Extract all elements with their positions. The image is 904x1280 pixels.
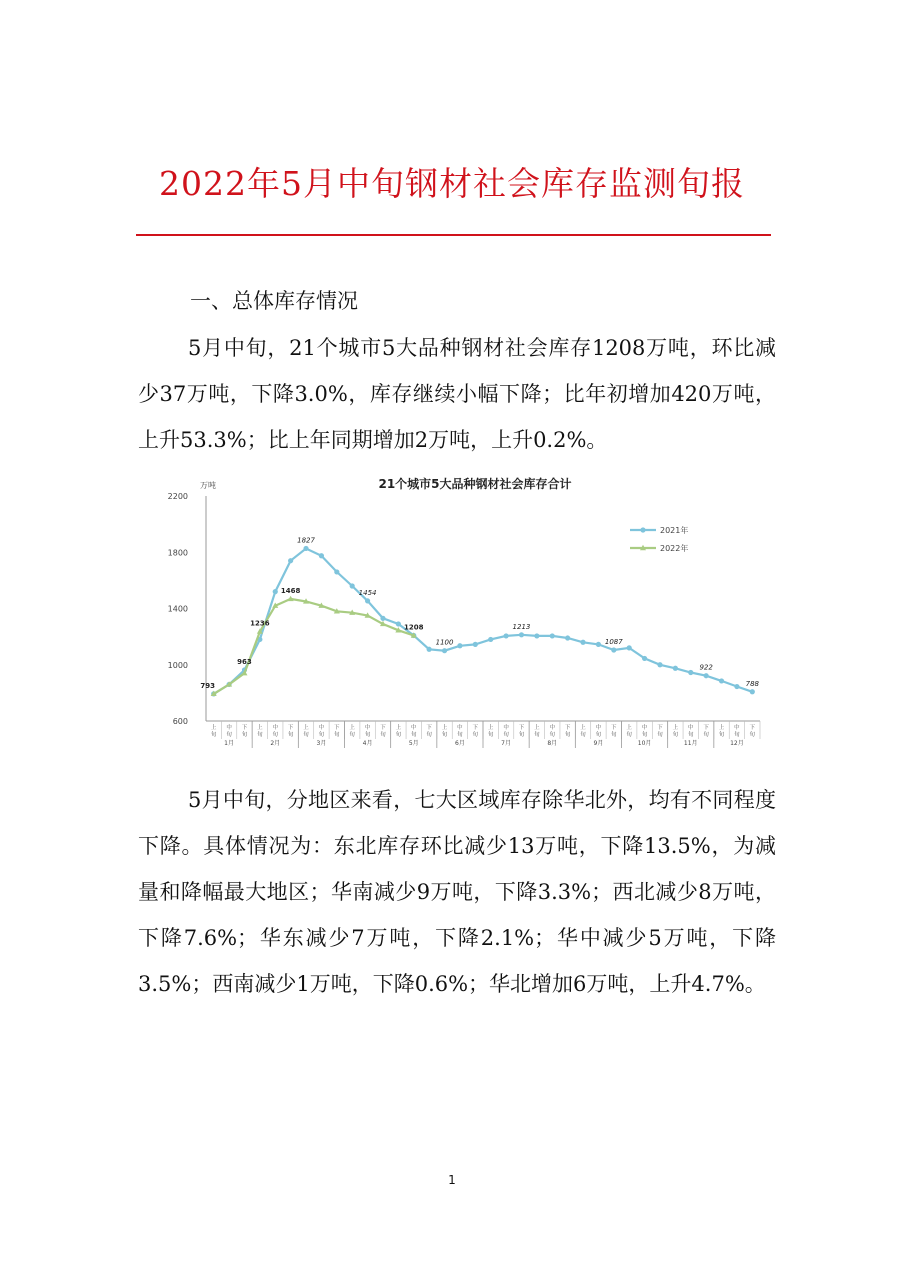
x-tick-label-bottom: 旬 <box>534 732 540 738</box>
x-tick-label-top: 下 <box>334 725 340 731</box>
x-month-label: 11月 <box>683 740 698 747</box>
x-tick-label-top: 下 <box>611 725 617 731</box>
data-point-2021 <box>611 647 616 652</box>
data-point-2021 <box>688 670 693 675</box>
y-axis-label: 万吨 <box>200 481 216 490</box>
x-tick-label-top: 上 <box>395 725 402 731</box>
x-tick-label-bottom: 旬 <box>349 732 355 738</box>
data-point-2021 <box>442 648 447 653</box>
data-label: 1100 <box>435 638 454 647</box>
x-month-label: 3月 <box>316 740 327 747</box>
data-label: 1468 <box>280 586 301 595</box>
x-tick-label-bottom: 旬 <box>703 732 709 738</box>
data-point-2021 <box>303 546 308 551</box>
summary-paragraph: 5月中旬，21个城市5大品种钢材社会库存1208万吨，环比减少37万吨，下降3.0%，库存继续小幅下降；比年初增加420万吨，上升53.3%；比上年同期增加2万吨，上升0.2%。 <box>138 336 776 452</box>
x-tick-label-bottom: 旬 <box>611 732 617 738</box>
x-month-label: 7月 <box>501 740 511 747</box>
data-point-2021 <box>519 632 524 637</box>
x-tick-label-top: 上 <box>210 725 217 731</box>
data-point-2021 <box>365 598 370 603</box>
data-label: 1236 <box>250 619 270 628</box>
legend-2022-label: 2022年 <box>660 544 689 553</box>
x-month-label: 9月 <box>593 740 604 747</box>
regional-paragraph: 5月中旬，分地区来看，七大区域库存除华北外，均有不同程度下降。具体情况为：东北库存环比减少13万吨，下降13.5%，为减量和降幅最大地区；华南减少9万吨，下降3.3%；西北减少8万吨，下降7.6%；华东减少7万吨，下降2.1%；华中减少5万吨，下降3.5%；西南减少1万吨，下降0.6%；华北增加6万吨，上升4.7%。 <box>138 788 776 996</box>
data-point-2021 <box>350 583 355 588</box>
x-tick-label-top: 下 <box>287 725 294 731</box>
x-month-label: 12月 <box>730 740 744 747</box>
x-tick-label-top: 上 <box>580 725 586 731</box>
x-tick-label-bottom: 旬 <box>472 732 479 738</box>
x-month-label: 4月 <box>362 740 373 747</box>
data-point-2021 <box>580 640 585 645</box>
x-tick-label-bottom: 旬 <box>718 732 725 738</box>
data-point-2021 <box>488 637 493 642</box>
x-tick-label-top: 下 <box>564 725 571 731</box>
x-tick-label-bottom: 旬 <box>749 732 756 738</box>
data-label: 922 <box>699 663 713 672</box>
data-label: 963 <box>237 657 252 666</box>
data-label: 1087 <box>604 637 623 646</box>
x-tick-label-bottom: 旬 <box>580 732 586 738</box>
x-tick-label-bottom: 旬 <box>410 732 417 738</box>
x-tick-label-top: 下 <box>241 725 248 731</box>
x-tick-label-top: 中 <box>457 725 463 731</box>
data-label: 1454 <box>358 588 377 597</box>
page-number: 1 <box>448 1173 456 1187</box>
x-tick-label-top: 中 <box>687 725 694 731</box>
legend-2021-marker <box>640 527 645 532</box>
data-point-2021 <box>319 553 324 558</box>
data-point-2021 <box>596 642 601 647</box>
x-month-label: 10月 <box>637 740 652 747</box>
data-label: 1208 <box>404 623 424 632</box>
x-tick-label-bottom: 旬 <box>395 732 402 738</box>
data-point-2021 <box>503 633 508 638</box>
data-label: 1827 <box>297 536 315 545</box>
data-point-2021 <box>396 621 401 626</box>
data-point-2021 <box>534 633 539 638</box>
x-tick-label-bottom: 旬 <box>564 732 571 738</box>
x-tick-label-bottom: 旬 <box>364 732 371 738</box>
data-label: 1213 <box>512 622 531 631</box>
x-tick-label-top: 上 <box>487 725 494 731</box>
x-tick-label-top: 中 <box>226 725 232 731</box>
x-tick-label-bottom: 旬 <box>641 732 648 738</box>
x-month-label: 5月 <box>408 740 419 747</box>
x-tick-label-bottom: 旬 <box>657 732 663 738</box>
data-point-2021 <box>657 662 662 667</box>
data-point-2021 <box>734 684 739 689</box>
x-tick-label-top: 上 <box>672 725 679 731</box>
section-heading: 一、总体库存情况 <box>190 289 358 313</box>
x-month-label: 1月 <box>224 740 234 747</box>
x-tick-label-bottom: 旬 <box>672 732 679 738</box>
x-tick-label-top: 中 <box>641 725 648 731</box>
data-label: 788 <box>745 679 759 688</box>
y-tick-label: 1000 <box>167 660 188 670</box>
x-tick-label-top: 下 <box>703 725 709 731</box>
x-tick-label-bottom: 旬 <box>241 732 248 738</box>
x-tick-label-bottom: 旬 <box>626 732 632 738</box>
series-line-2021 <box>214 549 753 694</box>
x-tick-label-bottom: 旬 <box>487 732 494 738</box>
x-tick-label-bottom: 旬 <box>318 732 325 738</box>
x-tick-label-bottom: 旬 <box>441 732 448 738</box>
x-tick-label-top: 下 <box>380 725 386 731</box>
x-tick-label-bottom: 旬 <box>210 732 217 738</box>
x-month-label: 6月 <box>455 740 465 747</box>
y-tick-label: 1400 <box>167 604 188 614</box>
data-point-2021 <box>704 673 709 678</box>
x-tick-label-top: 中 <box>734 725 740 731</box>
data-point-2021 <box>627 645 632 650</box>
x-tick-label-top: 中 <box>272 725 279 731</box>
x-tick-label-bottom: 旬 <box>303 732 309 738</box>
data-point-2021 <box>673 666 678 671</box>
x-tick-label-top: 上 <box>534 725 540 731</box>
inventory-chart-svg <box>160 468 770 758</box>
x-tick-label-bottom: 旬 <box>226 732 232 738</box>
x-tick-label-top: 中 <box>503 725 509 731</box>
data-point-2021 <box>750 689 755 694</box>
x-tick-label-top: 下 <box>472 725 479 731</box>
data-point-2021 <box>550 633 555 638</box>
series-line-2022 <box>214 599 414 694</box>
x-tick-label-top: 中 <box>364 725 371 731</box>
x-tick-label-top: 上 <box>441 725 448 731</box>
x-tick-label-bottom: 旬 <box>380 732 386 738</box>
x-tick-label-bottom: 旬 <box>503 732 509 738</box>
x-tick-label-bottom: 旬 <box>549 732 556 738</box>
report-title: 2022年5月中旬钢材社会库存监测旬报 <box>159 164 745 203</box>
data-point-2021 <box>457 643 462 648</box>
data-point-2021 <box>642 656 647 661</box>
x-month-label: 8月 <box>547 740 558 747</box>
x-tick-label-bottom: 旬 <box>287 732 294 738</box>
data-point-2021 <box>719 678 724 683</box>
data-point-2021 <box>473 642 478 647</box>
x-tick-label-top: 中 <box>595 725 602 731</box>
x-tick-label-top: 中 <box>318 725 325 731</box>
x-tick-label-top: 上 <box>626 725 632 731</box>
data-point-2021 <box>565 635 570 640</box>
x-tick-label-bottom: 旬 <box>687 732 694 738</box>
x-tick-label-bottom: 旬 <box>734 732 740 738</box>
x-tick-label-top: 上 <box>349 725 355 731</box>
chart-title: 21个城市5大品种钢材社会库存合计 <box>378 477 572 491</box>
x-tick-label-top: 上 <box>718 725 725 731</box>
x-tick-label-top: 上 <box>303 725 309 731</box>
x-tick-label-top: 下 <box>657 725 663 731</box>
y-tick-label: 1800 <box>167 548 188 558</box>
data-point-2021 <box>380 616 385 621</box>
x-tick-label-top: 中 <box>410 725 417 731</box>
x-tick-label-bottom: 旬 <box>334 732 340 738</box>
legend-2021-label: 2021年 <box>660 526 689 535</box>
x-month-label: 2月 <box>270 740 281 747</box>
x-tick-label-bottom: 旬 <box>518 732 525 738</box>
x-tick-label-top: 下 <box>518 725 525 731</box>
data-point-2021 <box>273 589 278 594</box>
x-tick-label-bottom: 旬 <box>595 732 602 738</box>
data-point-2021 <box>288 558 293 563</box>
x-tick-label-bottom: 旬 <box>272 732 279 738</box>
x-tick-label-top: 下 <box>749 725 756 731</box>
data-point-2021 <box>334 569 339 574</box>
y-tick-label: 2200 <box>167 492 188 501</box>
x-tick-label-bottom: 旬 <box>426 732 432 738</box>
x-tick-label-bottom: 旬 <box>457 732 463 738</box>
inventory-chart <box>160 468 770 758</box>
title-divider <box>136 234 771 236</box>
x-tick-label-top: 上 <box>257 725 263 731</box>
y-tick-label: 600 <box>172 717 188 726</box>
data-label: 793 <box>200 681 216 690</box>
data-point-2021 <box>427 647 432 652</box>
x-tick-label-top: 中 <box>549 725 556 731</box>
x-tick-label-bottom: 旬 <box>257 732 263 738</box>
x-tick-label-top: 下 <box>426 725 432 731</box>
